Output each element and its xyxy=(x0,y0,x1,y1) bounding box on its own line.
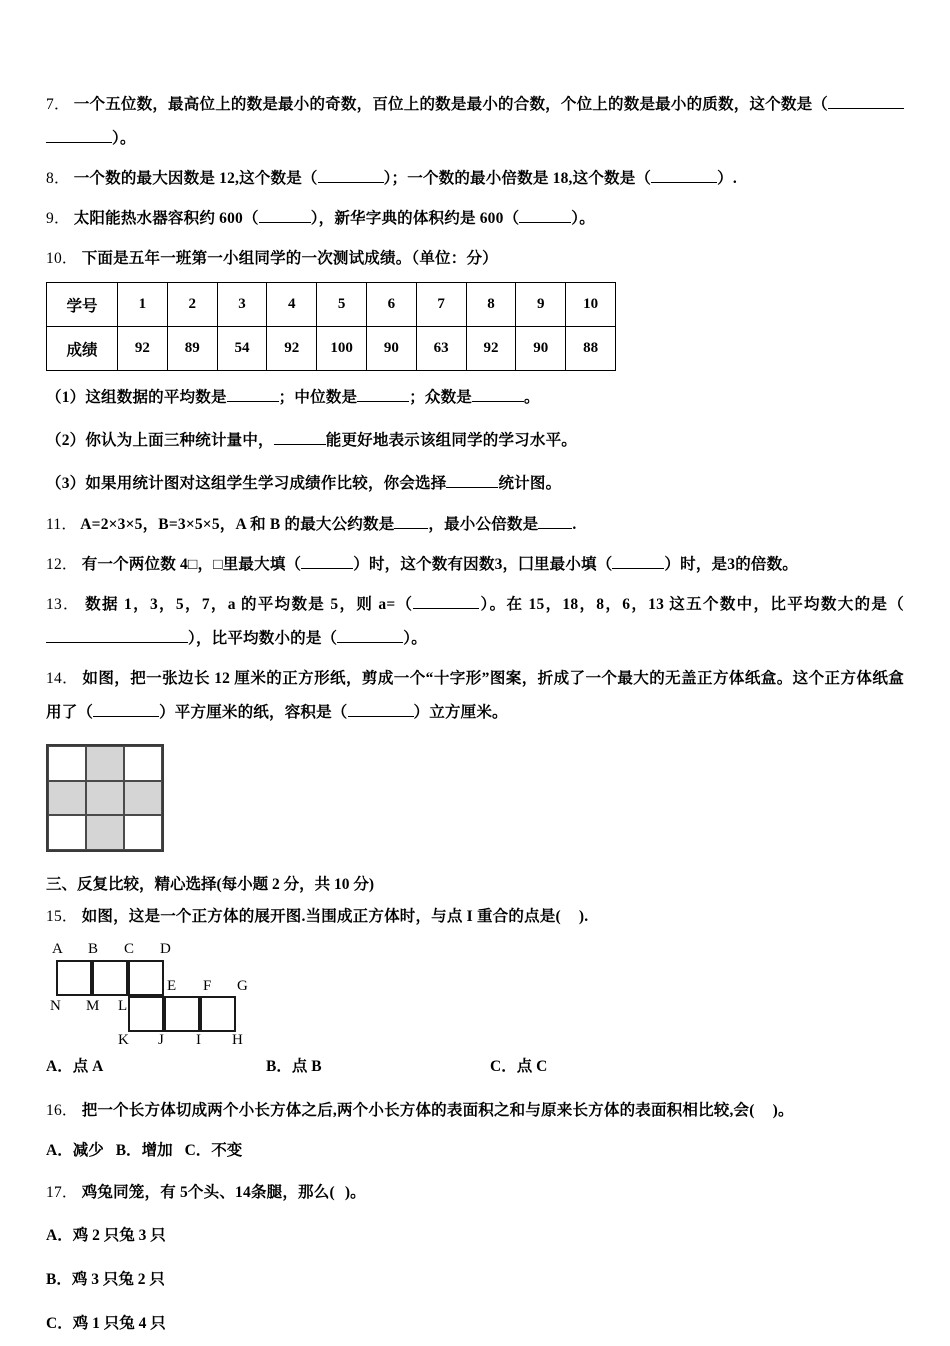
question-14-text-d: ）立方厘米。 xyxy=(413,704,508,721)
net-label-K: K xyxy=(118,1032,129,1048)
row-label-score: 成绩 xyxy=(47,327,118,371)
table-cell: 1 xyxy=(118,283,168,327)
net-label-N: N xyxy=(50,998,61,1014)
question-9-value-1: 600 xyxy=(219,210,243,227)
cross-cell-1 xyxy=(48,746,86,781)
net-label-B: B xyxy=(88,941,99,957)
question-10-text: 下面是五年一班第一小组同学的一次测试成绩。（单位：分） xyxy=(81,250,498,267)
table-cell: 90 xyxy=(516,327,566,371)
answer-blank[interactable] xyxy=(828,108,904,109)
question-13-text-g: ），比平均数小的是（ xyxy=(188,630,338,647)
net-label-D: D xyxy=(160,941,171,957)
cross-cell-2 xyxy=(86,746,124,781)
table-cell: 92 xyxy=(118,327,168,371)
cross-cell-9 xyxy=(124,815,162,850)
sub-label: （1） xyxy=(46,389,86,406)
answer-blank[interactable] xyxy=(538,528,572,529)
score-table xyxy=(46,282,616,371)
question-8 xyxy=(46,162,904,196)
question-10-sub-1 xyxy=(46,379,904,416)
sub-text-a: 你认为上面三种统计量中， xyxy=(85,432,274,449)
question-13-value-2: 5 xyxy=(330,596,339,613)
question-17-text-d: )。 xyxy=(344,1184,366,1201)
question-8-text-a: 一个数的最大因数是 xyxy=(73,170,216,187)
table-cell: 54 xyxy=(217,327,267,371)
sub-text-b: 能更好地表示该组同学的学习水平。 xyxy=(325,432,577,449)
cube-net-figure xyxy=(46,938,296,1046)
question-9-text-a: 太阳能热水器容积约 xyxy=(73,210,216,227)
question-12-text-c: ，囗里最小填（ xyxy=(502,556,613,573)
table-cell: 6 xyxy=(366,283,416,327)
question-10-sub-3 xyxy=(46,465,904,502)
sub-label: （2） xyxy=(46,432,86,449)
question-8-text-b: ,这个数是（ xyxy=(235,170,318,187)
question-7-text: 一个五位数，最高位上的数是最小的奇数，百位上的数是最小的合数，个位上的数是最小的质数，这个数是（ xyxy=(73,96,829,113)
sub-text-c: ；众数是 xyxy=(409,389,472,406)
option-15-C[interactable] xyxy=(490,1050,547,1084)
option-text: 点 C xyxy=(516,1058,548,1075)
option-key: B． xyxy=(115,1142,142,1159)
table-cell: 92 xyxy=(267,327,317,371)
question-15-number: 15． xyxy=(46,908,78,925)
question-14 xyxy=(46,662,904,730)
table-cell: 90 xyxy=(366,327,416,371)
option-text: 点 B xyxy=(291,1058,322,1075)
question-11 xyxy=(46,508,904,542)
question-13-text-b: 的平均数是 xyxy=(240,596,326,613)
question-13-text-c: ，则 xyxy=(338,596,374,613)
option-15-B[interactable] xyxy=(266,1050,322,1084)
question-17-text-c: 条腿，那么( xyxy=(250,1184,335,1201)
table-cell: 100 xyxy=(317,327,367,371)
question-15-text-c: ). xyxy=(578,908,589,925)
option-17-C[interactable] xyxy=(46,1302,904,1346)
question-9-text-e: ）。 xyxy=(571,210,595,227)
answer-blank[interactable] xyxy=(519,222,571,223)
question-15-value-1: I xyxy=(466,908,473,925)
net-square-bottom-3 xyxy=(200,996,236,1032)
sub-text-a: 如果用统计图对这组学生学习成绩作比较，你会选择 xyxy=(85,475,447,492)
question-12-value-2: 3 xyxy=(727,556,736,573)
net-label-E: E xyxy=(167,978,177,994)
question-14-text-b: 厘米的正方形纸，剪成一个“十字形”图案，折成了一个最大的无盖正方体纸盒。这个正方体纸盒用了（ xyxy=(46,670,904,721)
option-key: C． xyxy=(46,1315,73,1332)
answer-blank[interactable] xyxy=(357,401,409,402)
table-cell: 92 xyxy=(466,327,516,371)
sub-label: （3） xyxy=(46,475,86,492)
net-label-G: G xyxy=(237,978,248,994)
question-12-text-a: 有一个两位数 4□，□里最大填（ xyxy=(81,556,302,573)
question-15 xyxy=(46,902,904,932)
net-label-H: H xyxy=(232,1032,243,1048)
sub-text-a: 这组数据的平均数是 xyxy=(85,389,227,406)
answer-blank[interactable] xyxy=(337,642,403,643)
cross-cell-4 xyxy=(48,781,86,816)
answer-blank[interactable] xyxy=(259,222,311,223)
question-12-text-e: 的倍数。 xyxy=(735,556,798,573)
table-row-scores xyxy=(47,327,616,371)
question-13-text-e: ）。在 xyxy=(479,596,524,613)
answer-blank[interactable] xyxy=(612,568,664,569)
question-8-text-d: ,这个数是（ xyxy=(568,170,652,187)
option-key: C． xyxy=(184,1142,212,1159)
question-17-text-a: 鸡兔同笼，有 xyxy=(81,1184,176,1201)
net-square-top-2 xyxy=(92,960,128,996)
option-17-A[interactable] xyxy=(46,1214,904,1258)
answer-blank[interactable] xyxy=(274,444,326,445)
answer-blank[interactable] xyxy=(46,142,112,143)
option-17-B[interactable] xyxy=(46,1258,904,1302)
table-cell: 5 xyxy=(317,283,367,327)
option-key: C． xyxy=(490,1058,517,1075)
answer-blank[interactable] xyxy=(446,487,498,488)
question-7 xyxy=(46,88,904,156)
option-key: A． xyxy=(46,1142,73,1159)
question-12 xyxy=(46,548,904,582)
option-16-C[interactable] xyxy=(185,1142,243,1159)
net-label-A: A xyxy=(52,941,63,957)
net-label-L: L xyxy=(118,998,128,1014)
question-13-text-h: ）。 xyxy=(403,630,427,647)
table-cell: 9 xyxy=(516,283,566,327)
net-square-top-1 xyxy=(56,960,92,996)
question-9 xyxy=(46,202,904,236)
question-12-value-1: 3 xyxy=(494,556,503,573)
sub-text-b: 统计图。 xyxy=(498,475,562,492)
question-15-options xyxy=(46,1050,904,1084)
option-key: A． xyxy=(46,1227,73,1244)
question-12-text-b: ）时，这个数有因数 xyxy=(353,556,495,573)
question-10-sub-2 xyxy=(46,422,904,459)
question-15-text-b: 重合的点是( xyxy=(476,908,561,925)
question-9-text-b: （ xyxy=(242,210,259,227)
table-cell: 3 xyxy=(217,283,267,327)
net-label-C: C xyxy=(124,941,135,957)
question-11-text-a: A=2×3×5，B=3×5×5，A 和 B 的最大公约数是 xyxy=(80,516,395,533)
question-17-text-b: 个头、 xyxy=(187,1184,236,1201)
question-8-value-2: 18 xyxy=(552,170,569,187)
table-cell: 63 xyxy=(416,327,466,371)
cross-cell-3 xyxy=(124,746,162,781)
option-text: 不变 xyxy=(211,1142,243,1159)
net-label-F: F xyxy=(203,978,212,994)
question-12-text-d: ）时，是 xyxy=(664,556,728,573)
question-9-text-c: ），新华字典的体积约是 xyxy=(310,210,476,227)
option-text: 鸡 2 只兔 3 只 xyxy=(72,1227,166,1244)
answer-blank[interactable] xyxy=(651,182,717,183)
answer-blank[interactable] xyxy=(227,401,279,402)
question-16-text-b: )。 xyxy=(772,1102,794,1119)
question-7-text-end: ）。 xyxy=(112,130,136,147)
answer-blank[interactable] xyxy=(301,568,353,569)
net-label-J: J xyxy=(158,1032,164,1048)
question-11-number: 11． xyxy=(46,516,78,533)
answer-blank[interactable] xyxy=(348,716,414,717)
question-13-value-4: 15，18，8，6，13 xyxy=(528,596,665,613)
question-15-text-a: 如图，这是一个正方体的展开图.当围成正方体时，与点 xyxy=(81,908,463,925)
option-text: 鸡 3 只兔 2 只 xyxy=(71,1271,165,1288)
net-label-I: I xyxy=(196,1032,201,1048)
net-square-bottom-2 xyxy=(164,996,200,1032)
table-cell: 89 xyxy=(167,327,217,371)
option-key: B． xyxy=(46,1271,72,1288)
question-8-value-1: 12 xyxy=(219,170,236,187)
question-16 xyxy=(46,1094,904,1128)
option-16-B[interactable] xyxy=(116,1142,173,1159)
answer-blank[interactable] xyxy=(394,528,428,529)
question-9-number: 9． xyxy=(46,210,70,227)
answer-blank[interactable] xyxy=(413,608,479,609)
section-3-heading: 三、反复比较，精心选择(每小题 2 分，共 10 分) xyxy=(46,876,375,893)
question-8-text-e: ）. xyxy=(717,170,737,187)
cross-shape-figure xyxy=(46,744,164,852)
question-16-number: 16． xyxy=(46,1102,78,1119)
net-label-M: M xyxy=(86,998,100,1014)
question-9-text-d: （ xyxy=(503,210,520,227)
option-key: A． xyxy=(46,1058,73,1075)
option-16-A[interactable] xyxy=(46,1142,104,1159)
option-text: 点 A xyxy=(72,1058,104,1075)
net-square-top-3 xyxy=(128,960,164,996)
option-text: 鸡 1 只兔 4 只 xyxy=(72,1315,166,1332)
cross-cell-6 xyxy=(124,781,162,816)
question-14-text-c: ）平方厘米的纸，容积是（ xyxy=(159,704,348,721)
question-14-number: 14． xyxy=(46,670,79,687)
question-16-text-a: 把一个长方体切成两个小长方体之后,两个小长方体的表面积之和与原来长方体的表面积相比较,会( xyxy=(81,1102,755,1119)
answer-blank[interactable] xyxy=(318,182,384,183)
question-9-value-2: 600 xyxy=(479,210,504,227)
question-11-text-c: . xyxy=(572,516,577,533)
table-cell: 2 xyxy=(167,283,217,327)
question-17-value-2: 14 xyxy=(235,1184,251,1201)
net-square-bottom-1 xyxy=(128,996,164,1032)
option-text: 减少 xyxy=(72,1142,104,1159)
cross-cell-5 xyxy=(86,781,124,816)
question-14-text-a: 如图，把一张边长 xyxy=(82,670,210,687)
question-10-number: 10． xyxy=(46,250,78,267)
question-11-text-b: ，最小公倍数是 xyxy=(428,516,539,533)
sub-text-d: 。 xyxy=(524,389,540,406)
question-13-text-a: 数据 xyxy=(85,596,119,613)
sub-text-b: ；中位数是 xyxy=(278,389,358,406)
question-16-options xyxy=(46,1134,904,1168)
option-15-A[interactable] xyxy=(46,1050,103,1084)
table-cell: 10 xyxy=(566,283,616,327)
question-17-number: 17． xyxy=(46,1184,78,1201)
question-13-value-1: 1，3，5，7，a xyxy=(124,596,236,613)
question-13-number: 13． xyxy=(46,596,80,613)
answer-blank[interactable] xyxy=(472,401,524,402)
table-cell: 8 xyxy=(466,283,516,327)
question-7-number: 7． xyxy=(46,96,70,113)
question-17 xyxy=(46,1176,904,1210)
question-13-text-d: =（ xyxy=(386,596,414,613)
table-cell: 4 xyxy=(267,283,317,327)
row-label-id: 学号 xyxy=(47,283,118,327)
question-13-value-3: a xyxy=(378,596,387,613)
question-12-number: 12． xyxy=(46,556,78,573)
cross-cell-8 xyxy=(86,815,124,850)
question-8-number: 8． xyxy=(46,170,70,187)
option-key: B． xyxy=(266,1058,292,1075)
option-text: 增加 xyxy=(141,1142,173,1159)
question-10 xyxy=(46,242,904,276)
cross-cell-7 xyxy=(48,815,86,850)
page-content xyxy=(46,88,904,1346)
question-13 xyxy=(46,588,904,656)
table-row-ids xyxy=(47,283,616,327)
table-cell: 88 xyxy=(566,327,616,371)
question-17-value-1: 5 xyxy=(179,1184,188,1201)
question-13-text-f: 这五个数中，比平均数大的是（ xyxy=(669,596,904,613)
answer-blank[interactable] xyxy=(122,642,188,643)
table-cell: 7 xyxy=(416,283,466,327)
answer-blank[interactable] xyxy=(46,642,122,643)
question-14-value-1: 12 xyxy=(214,670,231,687)
question-8-text-c: ）；一个数的最小倍数是 xyxy=(383,170,549,187)
answer-blank[interactable] xyxy=(93,716,159,717)
